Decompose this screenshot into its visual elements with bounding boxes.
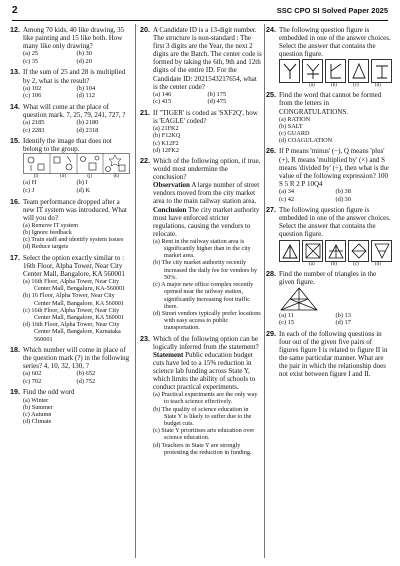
page-header <box>12 4 388 21</box>
question-text: Among 70 kids, 40 like drawing, 35 like painting and 15 like both. How many like only drawing? <box>23 26 125 51</box>
odd-one-out-figure <box>23 153 130 174</box>
option-c: (c) State Y prioritises arts education over science education. <box>153 427 255 442</box>
option-a: (a) 11 <box>279 311 294 319</box>
running-title: SSC CPO SI Solved Paper 2025 <box>276 6 388 15</box>
question-27 <box>266 206 392 266</box>
option-a: (a) Rent in the railway station area is significantly higher than in the city market area. <box>153 237 251 260</box>
column-divider <box>264 24 265 558</box>
figure-label: (a) <box>309 261 315 267</box>
option-a: (a) 2185 <box>23 119 45 127</box>
figure-label: (a) <box>309 83 315 89</box>
question-13 <box>10 68 130 99</box>
option-d: (d) Climate <box>23 418 52 426</box>
question-number: 26. <box>266 146 276 156</box>
question-12 <box>10 26 130 65</box>
triangle-count-figure <box>279 286 319 312</box>
column-2 <box>140 26 262 459</box>
question-text: Find the number of triangles in the given figure. <box>279 269 377 286</box>
option-c: (c) 106 <box>23 92 42 100</box>
option-d: (d) Reduce targets <box>23 243 69 251</box>
question-21 <box>140 109 262 154</box>
statement-label: Statement <box>153 350 184 359</box>
option-d: (d) 112 <box>76 92 95 100</box>
question-number: 28. <box>266 268 276 278</box>
option-c: (c) Autumn <box>23 411 52 419</box>
option-b: (b) I <box>76 179 88 187</box>
question-23 <box>140 335 262 456</box>
figure-label: (d) <box>375 261 381 267</box>
question-26 <box>266 147 392 203</box>
question-29 <box>266 330 392 379</box>
question-text: Find the word that cannot be formed from the letters in CONGRATULATIONS. <box>279 91 382 116</box>
question-number: 12. <box>10 25 20 34</box>
question-25 <box>266 91 392 144</box>
question-number: 27. <box>266 205 276 215</box>
option-b: (b) 2180 <box>76 119 99 127</box>
question-text: Select the option exactly similar to : 16th Floor, Alpha Tower, Near City Center Mall, Bangalore, KA 560001 <box>23 253 125 278</box>
question-number: 14. <box>10 101 20 111</box>
column-1 <box>10 26 130 428</box>
observation-label: Observation <box>153 181 190 190</box>
option-b: (b) 104 <box>76 84 96 92</box>
question-number: 25. <box>266 90 276 100</box>
observation-text: A large number of street vendors moved from the city market area to the main railway station area. <box>153 181 260 206</box>
option-b: (b) Ignore feedback <box>23 229 72 237</box>
option-a: (a) H <box>23 179 37 187</box>
option-d: (d) 475 <box>207 98 227 106</box>
statement-text: Public education budget cuts have led to a 15% reduction in science lab funding across State Y, which limits the ability of schools to conduct practical experiments. <box>153 350 256 392</box>
option-c: (c) 16th Floor, Alpha Tower, Near City Center Mall, Bangalore, KA 560001 <box>23 306 125 321</box>
question-figure <box>279 240 300 262</box>
option-a: (a) 21FK2 <box>153 125 179 133</box>
question-number: 19. <box>10 387 20 397</box>
question-text: Team performance dropped after a new IT system was introduced. What will you do? <box>23 197 127 222</box>
option-c: (c) A major new office complex recently opened near the railway station, significantly increasing foot traffic there. <box>153 281 254 310</box>
option-b: (b) 16 Floor, Alpha Tower, Near City Center Mall, Bangalore, KA 560001 <box>23 292 125 307</box>
option-d: (d) 2318 <box>76 126 99 134</box>
option-d: (d) K <box>76 187 91 194</box>
answer-figure-b <box>325 240 346 262</box>
option-c: (c) 42 <box>279 195 295 203</box>
option-d: (d) Street vendors typically prefer locations with easy access to public transportation. <box>153 309 261 332</box>
option-a: (a) 16th Floor, Alpha Tower, Near City Center Mall, Bengaluru, KA-560001 <box>23 277 126 293</box>
option-a: (a) Practical experiments are the only way to teach science effectively. <box>153 391 258 406</box>
option-c: (c) K12F2 <box>153 139 179 147</box>
figure-label: (d) <box>375 83 381 89</box>
question-number: 22. <box>140 155 150 165</box>
option-c: (c) 415 <box>153 98 172 106</box>
column-3 <box>266 26 392 381</box>
option-b: (b) 13 <box>335 311 351 319</box>
answer-figure-d <box>371 59 392 83</box>
option-d: (d) 16th Floor, Alpha Tower, Near City Center Mall, Bangalore, Karnataka 560001 <box>23 321 121 343</box>
question-19 <box>10 388 130 425</box>
answer-figure-c <box>348 59 369 83</box>
question-22 <box>140 157 262 332</box>
question-text: If P means 'minus' (−), Q means 'plus' (+), R means 'multiplied by' (×) and S means 'divided by' (÷), then what is the value of the following expression? 100 S 5 R 2 P 10Q4 <box>279 147 389 188</box>
question-18 <box>10 346 130 385</box>
answer-figure-b <box>325 59 346 83</box>
option-b: (b) F12KQ <box>153 132 181 140</box>
figure-label: (j) <box>87 174 93 180</box>
question-number: 20. <box>140 25 150 34</box>
question-text: A Candidate ID is a 13-digit number. The structure is non-standard : The first 3 digits are the Year, the next 2 digits are the Batch. The center code is formed by taking the 6th, 9th and 12th digits of the entire ID. For the Candidate ID: 2021543217654, what is the center code? <box>153 26 262 91</box>
option-b: (b) 38 <box>335 187 351 195</box>
question-text: What will come at the place of question mark. 7, 25, 79, 241, 727, ? <box>23 102 126 119</box>
option-b: (b) 30 <box>76 50 92 58</box>
question-text: Which of the following option can be logically inferred from the statement? <box>153 334 259 351</box>
question-number: 23. <box>140 333 150 343</box>
figure-label: (c) <box>353 83 359 89</box>
answer-figure-a <box>302 59 323 83</box>
option-c: (c) 2283 <box>23 126 45 134</box>
question-16 <box>10 198 130 251</box>
question-text: Identify the image that does not belong to the group. <box>23 137 112 154</box>
option-c: (c) 35 <box>23 57 39 65</box>
question-number: 29. <box>266 328 276 338</box>
figure-label: (ii) <box>59 174 66 180</box>
question-number: 24. <box>266 25 276 34</box>
question-number: 21. <box>140 107 150 117</box>
option-d: (d) 12FK2 <box>153 146 179 154</box>
option-b: (b) 652 <box>76 370 96 378</box>
option-d: (d) 20 <box>76 57 92 65</box>
option-c: (c) J <box>23 187 35 194</box>
question-17 <box>10 254 130 343</box>
figure-label: (k) <box>113 174 120 180</box>
option-a: (a) 34 <box>279 187 295 195</box>
question-text: In each of the following questions in four out of the given five pairs of figures figure I is related to figure II in the same particular manner. What are the pair in which the relationship does not exist between figure I and II. <box>279 329 388 379</box>
question-number: 15. <box>10 136 20 146</box>
question-text: The following question figure is embedded in one of the answer choices. Select the answer that contains the question figure. <box>279 26 391 59</box>
option-c: (c) GUARD <box>279 130 310 138</box>
answer-figure-a <box>302 240 323 262</box>
question-number: 13. <box>10 67 20 77</box>
option-d: (d) 30 <box>335 195 351 203</box>
option-d: (d) 17 <box>335 319 351 327</box>
option-a: (a) 146 <box>153 90 172 98</box>
question-text: Which of the following option, if true, would most undermine the conclusion? <box>153 156 261 182</box>
question-figure <box>279 59 300 83</box>
option-c: (c) Train staff and identify system issues <box>23 236 124 244</box>
question-text: If the sum of 25 and 28 is multiplied by 2, what is the result? <box>23 68 126 85</box>
option-c: (c) 15 <box>279 319 295 327</box>
option-a: (a) Remove IT system <box>23 221 79 229</box>
option-a: (a) 25 <box>23 50 39 58</box>
answer-figure-c <box>348 240 369 262</box>
question-20 <box>140 26 262 106</box>
option-b: (b) The quality of science education in State Y is likely to suffer due to the budget cuts. <box>153 405 252 427</box>
conclusion-label: Conclusion <box>153 205 187 214</box>
option-c: (c) 702 <box>23 377 42 385</box>
question-number: 16. <box>10 196 20 206</box>
option-b: (b) SALT <box>279 122 303 130</box>
conclusion-text: The city market authority must have enforced stricter regulations, causing the vendors to relocate. <box>153 205 260 238</box>
option-a: (a) 102 <box>23 84 42 92</box>
option-b: (b) Summer <box>23 403 53 411</box>
option-d: (d) 752 <box>76 377 96 385</box>
question-number: 17. <box>10 252 20 262</box>
figure-label: (b) <box>331 261 337 267</box>
question-text: The following question figure is embedded in one of the answer choices. Select the answer that contains the question figure. <box>279 206 391 239</box>
question-text: Which number will come in place of the question mark (?) in the following series? 4, 10, 32, 130, ? <box>23 345 130 370</box>
question-number: 18. <box>10 344 20 354</box>
option-b: (b) The city market authority recently increased the daily fee for vendors by 50%. <box>153 259 258 281</box>
figure-label: (b) <box>331 83 337 89</box>
option-b: (b) 175 <box>207 90 227 98</box>
question-text: If "TIGER' is coded as 'SXF2Q', how is 'EAGLE' coded? <box>153 108 258 126</box>
figure-label: (i) <box>33 174 39 180</box>
option-d: (d) COAGULATION <box>279 137 333 145</box>
answer-figure-d <box>371 240 392 262</box>
page-number: 2 <box>12 5 18 16</box>
option-a: (a) Winter <box>23 396 49 404</box>
column-divider <box>135 24 136 558</box>
option-a: (a) RATION <box>279 115 311 123</box>
question-text: Find the odd word <box>23 388 75 397</box>
figure-label: (c) <box>353 261 359 267</box>
question-14 <box>10 103 130 134</box>
option-a: (a) 602 <box>23 370 42 378</box>
question-24 <box>266 26 392 88</box>
question-15 <box>10 137 130 194</box>
option-d: (d) Teachers in State Y are strongly protesting the reduction in funding. <box>153 441 252 456</box>
question-28 <box>266 270 392 327</box>
